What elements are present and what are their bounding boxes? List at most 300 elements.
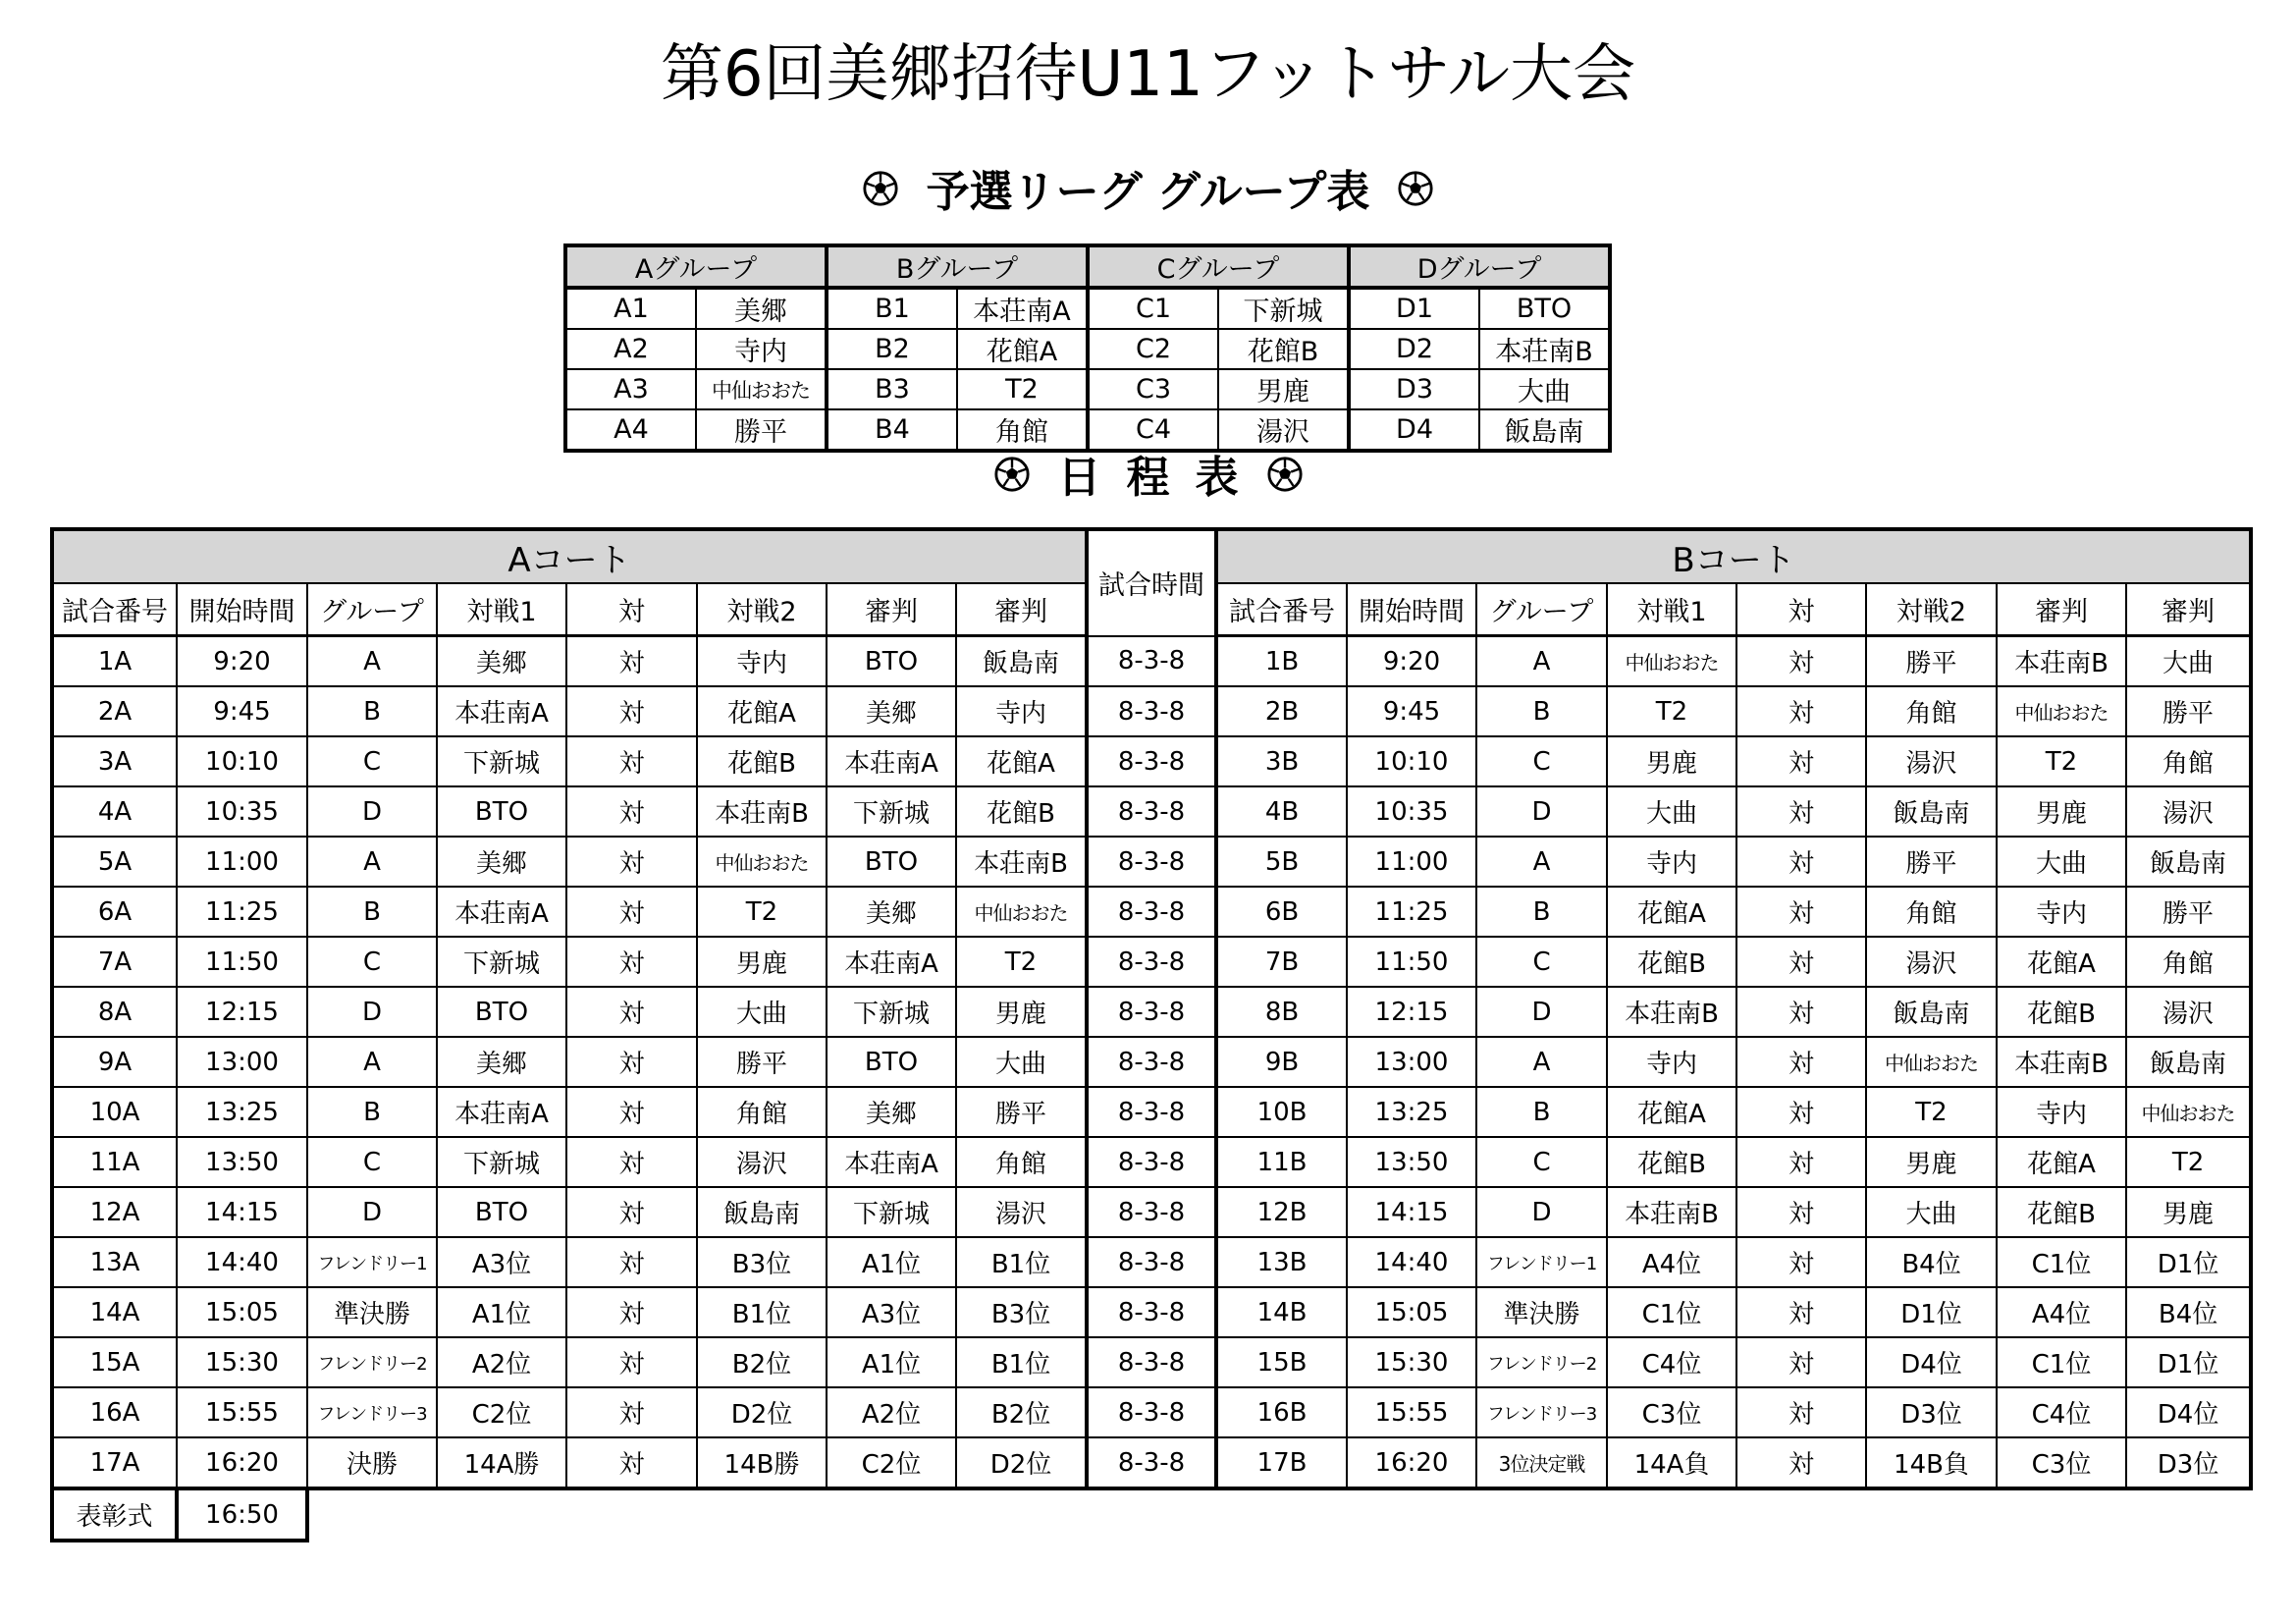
court-b-start-time: 12:15	[1347, 987, 1476, 1037]
court-a-team-1: C2位	[437, 1387, 566, 1437]
court-b-match-number: 12B	[1216, 1187, 1347, 1237]
schedule-row	[52, 1137, 2251, 1187]
court-b-referee: C1位	[1997, 1337, 2126, 1387]
court-a-match-number: 12A	[52, 1187, 177, 1237]
schedule-row	[52, 1387, 2251, 1437]
court-a-group: A	[307, 837, 437, 887]
groups-row	[565, 329, 1610, 369]
court-b-referee: 男鹿	[2126, 1187, 2251, 1237]
group-seed: B1	[827, 288, 957, 329]
court-b-group: B	[1476, 1087, 1607, 1137]
match-duration: 8-3-8	[1087, 1187, 1216, 1237]
court-a-referee: 寺内	[956, 686, 1087, 736]
groups-row	[565, 288, 1610, 329]
group-team: 花館A	[957, 329, 1088, 369]
group-team: 男鹿	[1218, 369, 1349, 409]
court-b-team-2: 勝平	[1866, 636, 1997, 687]
court-a-team-2: 本荘南B	[697, 786, 827, 837]
court-b-team-1: 寺内	[1607, 837, 1736, 887]
court-a-referee: 湯沢	[956, 1187, 1087, 1237]
court-a-referee: T2	[956, 937, 1087, 987]
court-a-referee: A2位	[827, 1387, 956, 1437]
court-b-team-1: 男鹿	[1607, 736, 1736, 786]
court-a-team-1: 本荘南A	[437, 686, 566, 736]
court-b-team-1: C4位	[1607, 1337, 1736, 1387]
court-b-match-number: 9B	[1216, 1037, 1347, 1087]
groups-row	[565, 369, 1610, 409]
court-b-versus: 対	[1736, 1237, 1866, 1287]
schedule-row	[52, 786, 2251, 837]
court-a-versus: 対	[566, 1037, 697, 1087]
court-b-referee: 勝平	[2126, 887, 2251, 937]
court-a-team-2: 花館B	[697, 736, 827, 786]
court-a-referee: A1位	[827, 1237, 956, 1287]
court-a-referee: B1位	[956, 1237, 1087, 1287]
court-a-referee: 下新城	[827, 1187, 956, 1237]
court-b-team-2: B4位	[1866, 1237, 1997, 1287]
court-b-team-2: 14B負	[1866, 1437, 1997, 1488]
court-b-team-2: 湯沢	[1866, 937, 1997, 987]
court-a-group: 準決勝	[307, 1287, 437, 1337]
groups-row	[565, 409, 1610, 451]
court-a-team-1: A1位	[437, 1287, 566, 1337]
court-b-match-number: 14B	[1216, 1287, 1347, 1337]
court-a-team-2: 湯沢	[697, 1137, 827, 1187]
court-a-versus: 対	[566, 686, 697, 736]
court-a-team-2: 飯島南	[697, 1187, 827, 1237]
court-b-start-time: 13:25	[1347, 1087, 1476, 1137]
court-b-match-number: 13B	[1216, 1237, 1347, 1287]
court-b-match-number: 3B	[1216, 736, 1347, 786]
group-team: T2	[957, 369, 1088, 409]
court-a-team-2: 寺内	[697, 636, 827, 687]
court-a-start-time: 14:15	[177, 1187, 307, 1237]
court-b-team-1: 本荘南B	[1607, 1187, 1736, 1237]
court-b-start-time: 14:40	[1347, 1237, 1476, 1287]
court-a-group: 決勝	[307, 1437, 437, 1488]
schedule-row	[52, 1187, 2251, 1237]
group-team: 中仙おおた	[696, 369, 827, 409]
court-a-referee: 本荘南A	[827, 736, 956, 786]
court-b-versus: 対	[1736, 1187, 1866, 1237]
court-a-start-time: 9:45	[177, 686, 307, 736]
group-team: 本荘南B	[1479, 329, 1610, 369]
court-b-versus: 対	[1736, 1087, 1866, 1137]
schedule-row	[52, 636, 2251, 687]
award-ceremony	[52, 1488, 2251, 1541]
court-a-start-time: 15:30	[177, 1337, 307, 1387]
court-b-versus: 対	[1736, 736, 1866, 786]
court-a-team-1: 美郷	[437, 636, 566, 687]
group-team: 飯島南	[1479, 409, 1610, 451]
court-b-group: A	[1476, 837, 1607, 887]
match-duration: 8-3-8	[1087, 1137, 1216, 1187]
column-header: 審判	[1997, 583, 2126, 636]
court-a-header: Aコート	[52, 529, 1087, 583]
court-a-versus: 対	[566, 837, 697, 887]
court-b-team-1: 寺内	[1607, 1037, 1736, 1087]
court-a-team-1: 美郷	[437, 1037, 566, 1087]
group-seed: D1	[1349, 288, 1479, 329]
court-b-start-time: 11:25	[1347, 887, 1476, 937]
court-a-start-time: 11:50	[177, 937, 307, 987]
court-b-referee: 飯島南	[2126, 837, 2251, 887]
court-a-team-1: BTO	[437, 1187, 566, 1237]
court-a-team-2: 角館	[697, 1087, 827, 1137]
court-a-group: A	[307, 636, 437, 687]
court-a-team-2: B2位	[697, 1337, 827, 1387]
court-a-match-number: 11A	[52, 1137, 177, 1187]
group-team: 大曲	[1479, 369, 1610, 409]
match-duration: 8-3-8	[1087, 1287, 1216, 1337]
court-a-referee: A1位	[827, 1337, 956, 1387]
court-a-versus: 対	[566, 1387, 697, 1437]
group-seed: C4	[1088, 409, 1218, 451]
court-b-team-1: C3位	[1607, 1387, 1736, 1437]
court-b-referee: 大曲	[1997, 837, 2126, 887]
court-a-versus: 対	[566, 736, 697, 786]
court-a-group: C	[307, 937, 437, 987]
court-a-team-1: 本荘南A	[437, 887, 566, 937]
court-b-referee: 花館A	[1997, 1137, 2126, 1187]
schedule-row	[52, 887, 2251, 937]
court-a-match-number: 7A	[52, 937, 177, 987]
column-header: 対	[566, 583, 697, 636]
court-b-match-number: 17B	[1216, 1437, 1347, 1488]
court-b-group: フレンドリー1	[1476, 1237, 1607, 1287]
court-b-versus: 対	[1736, 686, 1866, 736]
court-b-referee: 大曲	[2126, 636, 2251, 687]
court-b-start-time: 15:55	[1347, 1387, 1476, 1437]
court-a-team-1: BTO	[437, 786, 566, 837]
court-a-team-2: 男鹿	[697, 937, 827, 987]
court-b-group: 準決勝	[1476, 1287, 1607, 1337]
court-b-referee: 中仙おおた	[1997, 686, 2126, 736]
group-header: Aグループ	[565, 245, 827, 288]
court-b-start-time: 15:30	[1347, 1337, 1476, 1387]
court-a-start-time: 12:15	[177, 987, 307, 1037]
column-header: 対	[1736, 583, 1866, 636]
court-a-group: B	[307, 1087, 437, 1137]
court-b-group: C	[1476, 1137, 1607, 1187]
court-b-match-number: 15B	[1216, 1337, 1347, 1387]
court-b-match-number: 6B	[1216, 887, 1347, 937]
court-a-referee: BTO	[827, 837, 956, 887]
court-b-match-number: 4B	[1216, 786, 1347, 837]
court-b-start-time: 10:35	[1347, 786, 1476, 837]
court-b-match-number: 2B	[1216, 686, 1347, 736]
award-label: 表彰式	[52, 1488, 177, 1541]
court-a-match-number: 10A	[52, 1087, 177, 1137]
court-a-match-number: 8A	[52, 987, 177, 1037]
court-a-versus: 対	[566, 1437, 697, 1488]
court-b-match-number: 5B	[1216, 837, 1347, 887]
court-b-start-time: 9:20	[1347, 636, 1476, 687]
court-a-referee: 美郷	[827, 686, 956, 736]
court-a-team-1: 本荘南A	[437, 1087, 566, 1137]
court-a-start-time: 13:25	[177, 1087, 307, 1137]
court-b-referee: C3位	[1997, 1437, 2126, 1488]
page-title: 第6回美郷招待U11フットサル大会	[660, 38, 1636, 111]
group-team: 寺内	[696, 329, 827, 369]
court-b-versus: 対	[1736, 1437, 1866, 1488]
court-a-referee: C2位	[827, 1437, 956, 1488]
court-a-referee: 美郷	[827, 1087, 956, 1137]
court-a-referee: 飯島南	[956, 636, 1087, 687]
court-b-team-1: 花館B	[1607, 937, 1736, 987]
court-b-referee: 花館B	[1997, 987, 2126, 1037]
court-a-referee: 勝平	[956, 1087, 1087, 1137]
court-b-team-2: T2	[1866, 1087, 1997, 1137]
court-b-team-1: 花館A	[1607, 1087, 1736, 1137]
court-a-match-number: 16A	[52, 1387, 177, 1437]
award-row	[52, 1488, 2251, 1541]
group-seed: C1	[1088, 288, 1218, 329]
court-b-team-2: D4位	[1866, 1337, 1997, 1387]
court-a-team-2: B1位	[697, 1287, 827, 1337]
court-b-versus: 対	[1736, 1337, 1866, 1387]
court-b-start-time: 14:15	[1347, 1187, 1476, 1237]
match-duration: 8-3-8	[1087, 1037, 1216, 1087]
court-a-group: C	[307, 1137, 437, 1187]
group-team: 勝平	[696, 409, 827, 451]
court-b-referee: 湯沢	[2126, 987, 2251, 1037]
court-b-group: D	[1476, 987, 1607, 1037]
column-header: 審判	[827, 583, 956, 636]
court-a-referee: 本荘南A	[827, 1137, 956, 1187]
court-a-versus: 対	[566, 1087, 697, 1137]
match-duration: 8-3-8	[1087, 1437, 1216, 1488]
column-header: 対戦1	[437, 583, 566, 636]
court-b-referee: 花館B	[1997, 1187, 2126, 1237]
column-header: グループ	[1476, 583, 1607, 636]
court-a-versus: 対	[566, 1137, 697, 1187]
schedule-row	[52, 1037, 2251, 1087]
match-duration: 8-3-8	[1087, 736, 1216, 786]
group-team: 下新城	[1218, 288, 1349, 329]
court-a-team-2: 大曲	[697, 987, 827, 1037]
court-a-match-number: 13A	[52, 1237, 177, 1287]
match-duration: 8-3-8	[1087, 937, 1216, 987]
match-duration: 8-3-8	[1087, 837, 1216, 887]
soccer-ball-icon	[1266, 456, 1304, 493]
schedule-table	[50, 527, 2253, 1542]
court-b-group: C	[1476, 937, 1607, 987]
court-b-team-1: 大曲	[1607, 786, 1736, 837]
court-b-versus: 対	[1736, 987, 1866, 1037]
court-a-team-2: T2	[697, 887, 827, 937]
match-duration: 8-3-8	[1087, 1387, 1216, 1437]
court-a-versus: 対	[566, 1237, 697, 1287]
schedule-row	[52, 1337, 2251, 1387]
court-b-referee: C4位	[1997, 1387, 2126, 1437]
court-a-match-number: 2A	[52, 686, 177, 736]
court-a-team-1: A3位	[437, 1237, 566, 1287]
court-b-referee: 湯沢	[2126, 786, 2251, 837]
court-b-versus: 対	[1736, 837, 1866, 887]
court-a-team-1: 美郷	[437, 837, 566, 887]
court-b-referee: T2	[2126, 1137, 2251, 1187]
court-a-referee: 男鹿	[956, 987, 1087, 1037]
court-a-versus: 対	[566, 887, 697, 937]
court-b-match-number: 8B	[1216, 987, 1347, 1037]
group-header: Bグループ	[827, 245, 1088, 288]
court-b-team-2: 角館	[1866, 887, 1997, 937]
groups-heading-text: 予選リーグ グループ表	[926, 167, 1370, 217]
group-seed: C2	[1088, 329, 1218, 369]
court-b-start-time: 11:50	[1347, 937, 1476, 987]
court-a-team-2: 14B勝	[697, 1437, 827, 1488]
award-time: 16:50	[177, 1488, 307, 1541]
court-a-referee: 本荘南B	[956, 837, 1087, 887]
court-b-start-time: 11:00	[1347, 837, 1476, 887]
court-a-team-1: 下新城	[437, 736, 566, 786]
court-b-referee: D1位	[2126, 1337, 2251, 1387]
court-b-match-number: 1B	[1216, 636, 1347, 687]
court-b-referee: 中仙おおた	[2126, 1087, 2251, 1137]
group-seed: B4	[827, 409, 957, 451]
court-a-start-time: 10:10	[177, 736, 307, 786]
court-b-referee: C1位	[1997, 1237, 2126, 1287]
group-seed: A2	[565, 329, 696, 369]
court-b-referee: D3位	[2126, 1437, 2251, 1488]
match-time-header: 試合時間	[1087, 529, 1216, 636]
court-a-start-time: 15:05	[177, 1287, 307, 1337]
court-a-team-1: 下新城	[437, 1137, 566, 1187]
court-b-versus: 対	[1736, 1287, 1866, 1337]
court-a-team-1: A2位	[437, 1337, 566, 1387]
match-duration: 8-3-8	[1087, 1337, 1216, 1387]
court-a-start-time: 11:00	[177, 837, 307, 887]
court-a-referee: 下新城	[827, 987, 956, 1037]
court-b-team-2: 角館	[1866, 686, 1997, 736]
court-a-group: B	[307, 887, 437, 937]
court-b-start-time: 13:50	[1347, 1137, 1476, 1187]
court-b-team-2: 勝平	[1866, 837, 1997, 887]
schedule-row	[52, 686, 2251, 736]
court-b-team-1: 中仙おおた	[1607, 636, 1736, 687]
schedule-row	[52, 1437, 2251, 1488]
court-a-match-number: 14A	[52, 1287, 177, 1337]
court-a-match-number: 5A	[52, 837, 177, 887]
court-a-group: B	[307, 686, 437, 736]
group-seed: C3	[1088, 369, 1218, 409]
court-a-versus: 対	[566, 1187, 697, 1237]
group-seed: D2	[1349, 329, 1479, 369]
column-header: グループ	[307, 583, 437, 636]
court-a-start-time: 11:25	[177, 887, 307, 937]
court-b-team-2: 大曲	[1866, 1187, 1997, 1237]
schedule-heading	[0, 447, 2296, 508]
court-a-referee: BTO	[827, 1037, 956, 1087]
court-b-versus: 対	[1736, 636, 1866, 687]
court-b-team-2: 飯島南	[1866, 987, 1997, 1037]
court-b-start-time: 10:10	[1347, 736, 1476, 786]
match-duration: 8-3-8	[1087, 1087, 1216, 1137]
court-a-versus: 対	[566, 987, 697, 1037]
group-team: BTO	[1479, 288, 1610, 329]
court-a-referee: 下新城	[827, 786, 956, 837]
column-header: 対戦2	[1866, 583, 1997, 636]
court-a-group: A	[307, 1037, 437, 1087]
court-a-referee: D2位	[956, 1437, 1087, 1488]
court-a-team-2: 勝平	[697, 1037, 827, 1087]
court-a-referee: 花館A	[956, 736, 1087, 786]
column-header: 開始時間	[1347, 583, 1476, 636]
schedule-row	[52, 736, 2251, 786]
court-b-referee: D1位	[2126, 1237, 2251, 1287]
match-duration: 8-3-8	[1087, 1237, 1216, 1287]
group-header: Cグループ	[1088, 245, 1349, 288]
group-seed: D3	[1349, 369, 1479, 409]
court-a-match-number: 15A	[52, 1337, 177, 1387]
court-b-group: フレンドリー3	[1476, 1387, 1607, 1437]
column-header: 対戦2	[697, 583, 827, 636]
court-a-match-number: 9A	[52, 1037, 177, 1087]
group-seed: D4	[1349, 409, 1479, 451]
court-a-referee: 美郷	[827, 887, 956, 937]
schedule-heading-text: 日程表	[1057, 453, 1264, 503]
court-a-team-1: 14A勝	[437, 1437, 566, 1488]
court-b-header: Bコート	[1216, 529, 2251, 583]
court-b-group: B	[1476, 686, 1607, 736]
court-b-team-1: A4位	[1607, 1237, 1736, 1287]
court-a-match-number: 17A	[52, 1437, 177, 1488]
court-a-referee: 本荘南A	[827, 937, 956, 987]
court-b-group: B	[1476, 887, 1607, 937]
court-b-group: D	[1476, 786, 1607, 837]
court-a-start-time: 10:35	[177, 786, 307, 837]
court-b-versus: 対	[1736, 1387, 1866, 1437]
court-b-team-2: 男鹿	[1866, 1137, 1997, 1187]
court-a-referee: B2位	[956, 1387, 1087, 1437]
court-b-group: フレンドリー2	[1476, 1337, 1607, 1387]
court-b-start-time: 13:00	[1347, 1037, 1476, 1087]
column-header: 対戦1	[1607, 583, 1736, 636]
court-b-referee: 本荘南B	[1997, 1037, 2126, 1087]
groups-table	[563, 243, 1612, 453]
court-a-referee: BTO	[827, 636, 956, 687]
court-a-referee: B1位	[956, 1337, 1087, 1387]
group-team: 美郷	[696, 288, 827, 329]
court-b-group: 3位決定戦	[1476, 1437, 1607, 1488]
schedule-row	[52, 1087, 2251, 1137]
court-a-versus: 対	[566, 1287, 697, 1337]
court-b-team-1: C1位	[1607, 1287, 1736, 1337]
court-a-group: D	[307, 786, 437, 837]
court-b-match-number: 11B	[1216, 1137, 1347, 1187]
column-header: 試合番号	[52, 583, 177, 636]
column-header: 審判	[2126, 583, 2251, 636]
group-team: 角館	[957, 409, 1088, 451]
court-a-referee: B3位	[956, 1287, 1087, 1337]
court-b-versus: 対	[1736, 1037, 1866, 1087]
group-seed: B3	[827, 369, 957, 409]
group-team: 湯沢	[1218, 409, 1349, 451]
court-b-referee: 寺内	[1997, 1087, 2126, 1137]
court-b-referee: T2	[1997, 736, 2126, 786]
court-a-group: D	[307, 1187, 437, 1237]
court-a-referee: 角館	[956, 1137, 1087, 1187]
group-seed: A3	[565, 369, 696, 409]
group-seed: A1	[565, 288, 696, 329]
court-b-group: A	[1476, 636, 1607, 687]
court-b-team-1: T2	[1607, 686, 1736, 736]
group-team: 花館B	[1218, 329, 1349, 369]
court-a-team-1: BTO	[437, 987, 566, 1037]
court-a-group: D	[307, 987, 437, 1037]
court-b-match-number: 10B	[1216, 1087, 1347, 1137]
